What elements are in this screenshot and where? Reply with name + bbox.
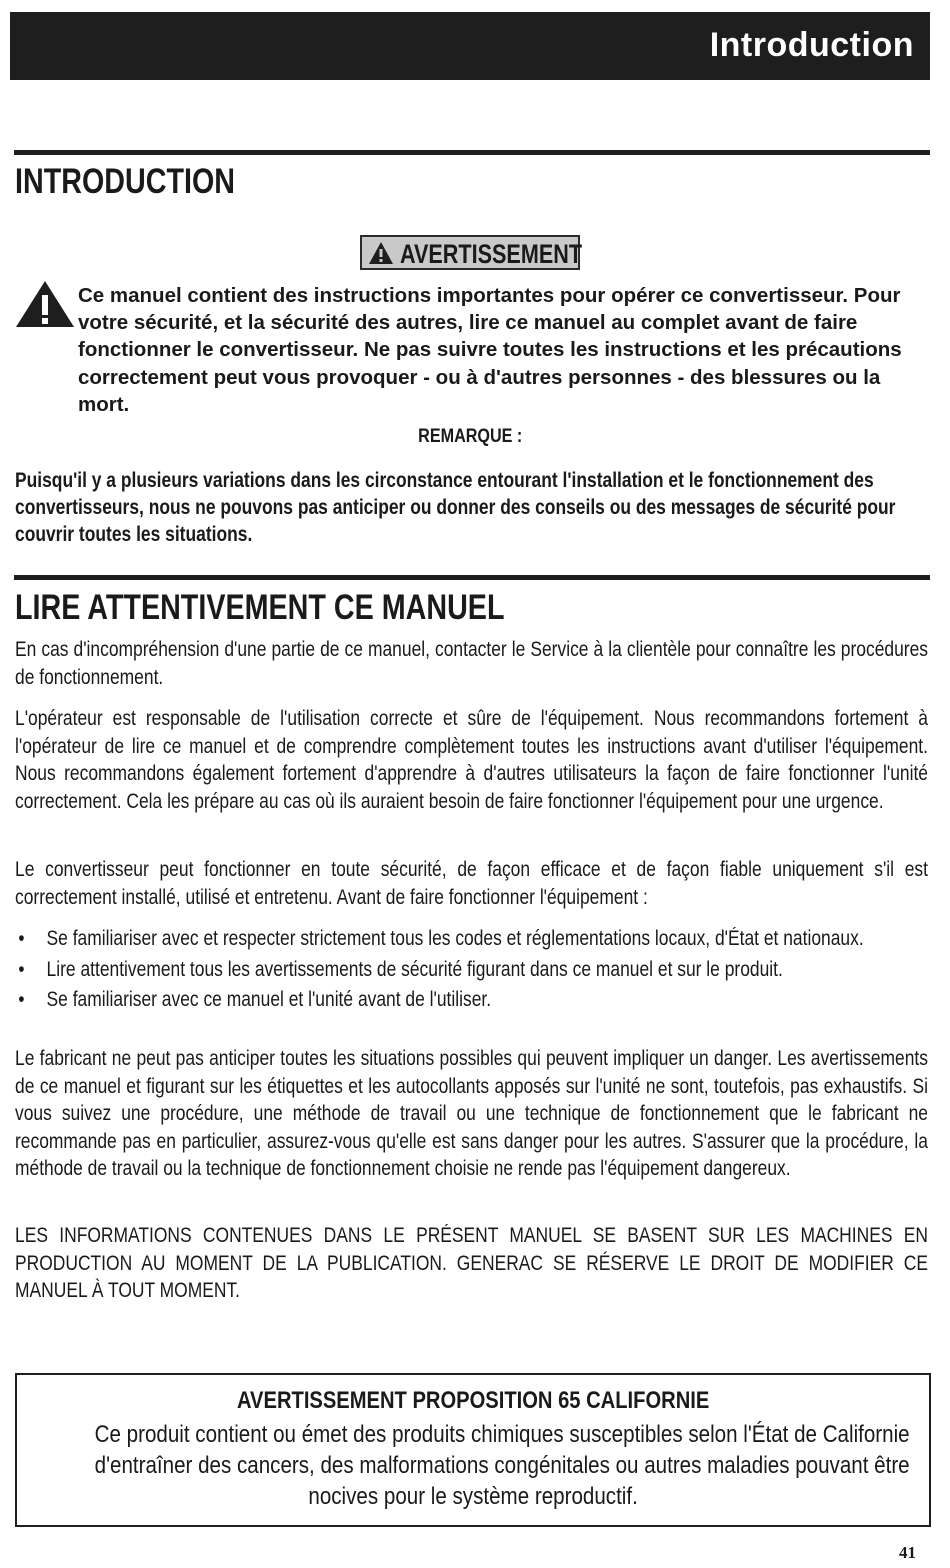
warning-text: Ce manuel contient des instructions importantes pour opérer ce convertisseur. Pour votre sécurité, et la sécurité des autres, lire ce manuel au complet avant de faire fonctionner le convertisseur. Ne pas suivre toutes les instructions et les précautions correctement peut vous provoquer - ou à d'autres personnes - des blessures ou la mort. [78, 284, 902, 416]
page-header-bar [10, 12, 930, 80]
note-label: REMARQUE : [417, 426, 523, 447]
safety-alert-icon [15, 280, 75, 328]
warning-icon [368, 241, 394, 265]
list-item: • Se familiariser avec ce manuel et l'unité avant de l'utiliser. [15, 986, 928, 1014]
warning-label: AVERTISSEMENT [400, 239, 583, 269]
paragraph: L'opérateur est responsable de l'utilisation correcte et sûre de l'équipement. Nous recommandons fortement à l'opérateur de lire ce manuel et de comprendre complètement toutes les instructions avant d'utiliser l'équipement. Nous recommandons également fortement d'apprendre à d'autres utilisateurs la façon de faire fonctionner l'unité correctement. Cela les prépare au cas où ils auraient besoin de faire fonctionner l'équipement pour une urgence. [15, 707, 928, 813]
warning-badge [360, 235, 583, 270]
note-text: Puisqu'il y a plusieurs variations dans les circonstance entourant l'installation et le fonctionnement des convertisseurs, nous ne pouvons pas anticiper ou donner des conseils ou des messages de sécurité pour couvrir toutes les situations. [15, 469, 896, 546]
paragraph: Le convertisseur peut fonctionner en toute sécurité, de façon efficace et de façon fiable uniquement s'il est correctement installé, utilisé et entretenu. Avant de faire fonctionner l'équipement : [15, 858, 928, 909]
section-title: Introduction [709, 26, 914, 64]
section-divider [14, 575, 930, 580]
prop65-warning-box [15, 1373, 931, 1527]
introduction-heading: INTRODUCTION [15, 162, 236, 201]
list-item: • Lire attentivement tous les avertissements de sécurité figurant dans ce manuel et sur le produit. [15, 956, 928, 984]
precautions-list [15, 925, 928, 1017]
list-item: • Se familiariser avec et respecter strictement tous les codes et réglementations locaux, d'État et nationaux. [15, 925, 928, 953]
notice-paragraph: LES INFORMATIONS CONTENUES DANS LE PRÉSENT MANUEL SE BASENT SUR LES MACHINES EN PRODUCTION AU MOMENT DE LA PUBLICATION. GENERAC SE RÉSERVE LE DROIT DE MODIFIER CE MANUEL À TOUT MOMENT. [15, 1224, 928, 1302]
page-number: 41 [899, 1543, 916, 1562]
read-manual-heading: LIRE ATTENTIVEMENT CE MANUEL [15, 588, 505, 627]
prop65-title: AVERTISSEMENT PROPOSITION 65 CALIFORNIE [236, 1387, 710, 1414]
paragraph: En cas d'incompréhension d'une partie de ce manuel, contacter le Service à la clientèle pour connaître les procédures de fonctionnement. [15, 638, 928, 689]
prop65-text: Ce produit contient ou émet des produits chimiques susceptibles selon l'État de Californie d'entraîner des cancers, des malformations congénitales ou autres maladies pouvant être nocives pour le système reproductif. [94, 1421, 910, 1510]
section-divider [14, 150, 930, 155]
paragraph: Le fabricant ne peut pas anticiper toutes les situations possibles qui peuvent impliquer un danger. Les avertissements de ce manuel et figurant sur les étiquettes et les autocollants apposés sur l'unité ne sont, toutefois, pas exhaustifs. Si vous suivez une procédure, une méthode de travail ou une technique de fonctionnement que le fabricant ne recommande pas en particulier, assurez-vous qu'elle est sans danger pour les autres. S'assurer que la procédure, la méthode de travail ou la technique de fonctionnement choisie ne rende pas l'équipement dangereux. [15, 1047, 928, 1180]
